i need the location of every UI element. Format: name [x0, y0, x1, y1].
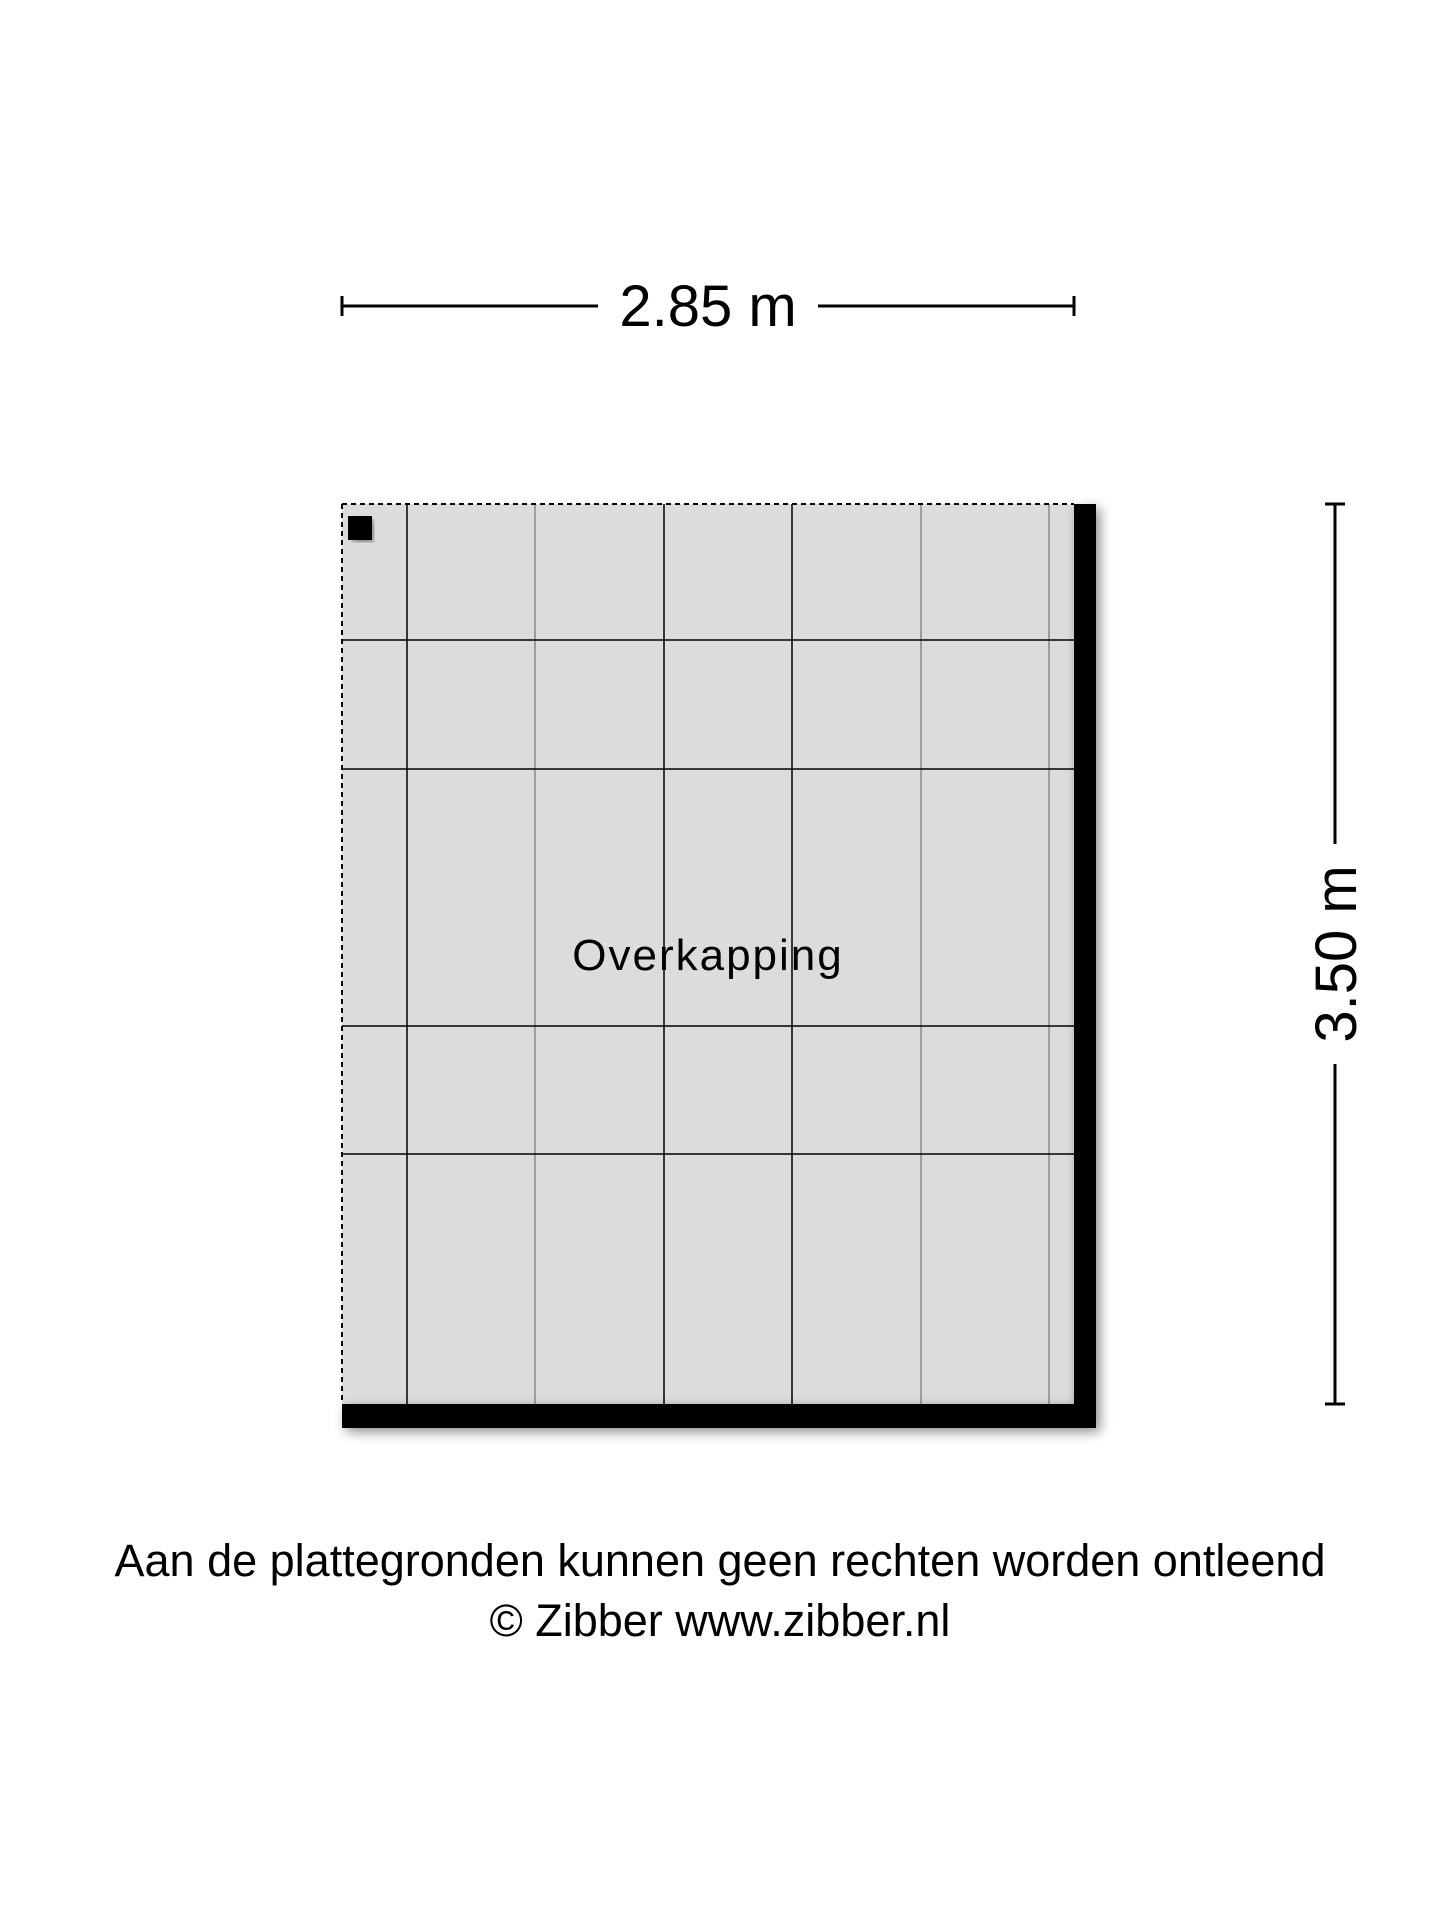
depth-dimension-label: 3.50 m	[1304, 865, 1369, 1043]
wall-right	[1074, 504, 1096, 1428]
depth-dimension	[1304, 504, 1369, 1404]
wall-bottom	[342, 1404, 1096, 1428]
copyright-text: © Zibber www.zibber.nl	[489, 1595, 951, 1646]
disclaimer-text: Aan de plattegronden kunnen geen rechten worden ontleend	[114, 1535, 1326, 1586]
width-dimension-label: 2.85 m	[619, 274, 797, 339]
width-dimension	[342, 274, 1074, 339]
room-label: Overkapping	[572, 931, 844, 980]
room-overkapping	[342, 504, 1096, 1428]
corner-post	[348, 516, 372, 540]
